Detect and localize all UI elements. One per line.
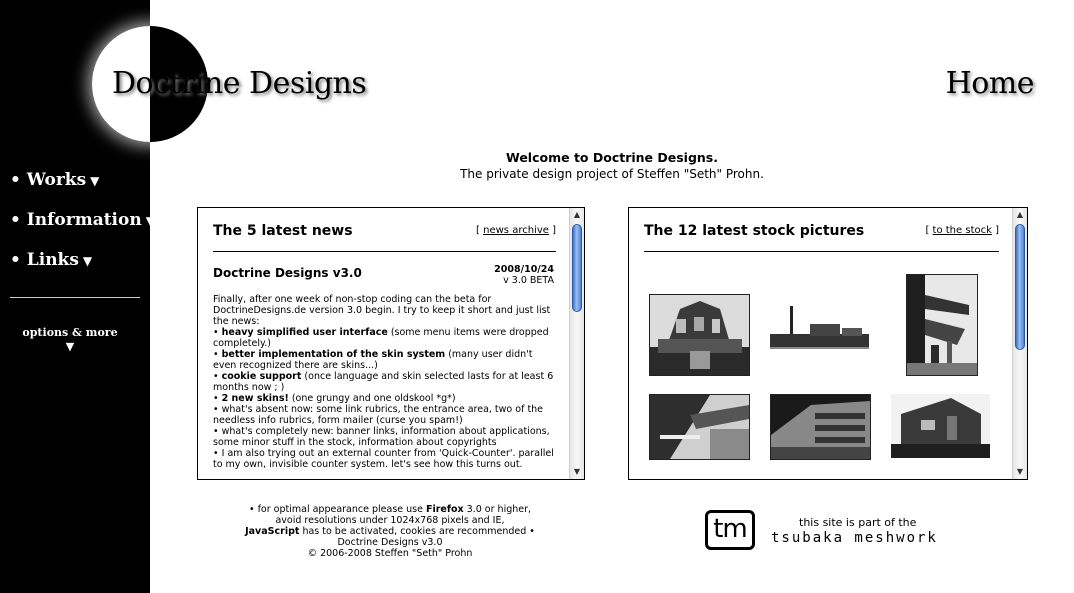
scroll-up-icon[interactable]: ▲	[573, 210, 581, 219]
welcome-message	[150, 150, 1074, 182]
stock-thumbnail-building[interactable]	[770, 394, 871, 460]
footer-line	[197, 504, 583, 515]
news-intro: Finally, after one week of non-stop coding can the beta for DoctrineDesigns.de version 3.0 begin. I try to keep it short and just list the news:	[213, 294, 551, 327]
site-title-part2: ns	[332, 66, 367, 101]
news-meta	[494, 264, 554, 286]
scrollbar-thumb[interactable]	[572, 224, 582, 312]
stock-thumbnail-machinery[interactable]	[891, 394, 990, 458]
footer-text: has to be activated, cookies are recommended •	[299, 526, 535, 537]
footer-firefox: Firefox	[425, 504, 464, 515]
partner-tagline: this site is part of the	[799, 516, 917, 529]
footer-copyright: © 2006-2008 Steffen "Seth" Prohn	[307, 548, 473, 559]
bullet: •	[213, 349, 222, 360]
news-header	[213, 223, 556, 252]
bullet: •	[213, 393, 222, 404]
stock-thumbnail-ruined-house[interactable]	[649, 294, 750, 376]
bracket-open: [	[925, 225, 933, 236]
partner-name: tsubaka meshwork	[771, 530, 938, 546]
news-item-text: what's completely new: banner links, information about applications, some minor stuff in the stock, information about copyrights	[213, 426, 550, 448]
nav-works-label: • Works	[10, 170, 87, 190]
bullet: •	[213, 448, 222, 459]
news-item	[213, 404, 558, 426]
news-headline: Doctrine Designs v3.0	[213, 266, 362, 280]
tm-logo-icon: tm	[705, 510, 755, 550]
news-item-bold: 2 new skins!	[221, 393, 289, 404]
news-item-text: I am also trying out an external counter from 'Quick-Counter'. parallel to my own, invisible counter system. let's see how this turns out.	[213, 448, 554, 470]
bullet: •	[213, 404, 222, 415]
news-version: v 3.0 BETA	[503, 275, 554, 286]
site-title[interactable]	[112, 66, 366, 101]
stock-header	[644, 223, 999, 252]
scroll-down-icon[interactable]: ▼	[1016, 467, 1024, 476]
news-item-bold: cookie support	[221, 371, 302, 382]
news-item	[213, 371, 558, 393]
stock-thumbnail-stairs[interactable]	[649, 394, 750, 460]
bullet: •	[213, 371, 222, 382]
footer-text: 3.0 or higher,	[463, 504, 532, 515]
news-scrollbar[interactable]	[569, 208, 584, 479]
options-more-button[interactable]	[0, 326, 140, 353]
news-panel	[197, 207, 585, 480]
stock-title: The 12 latest stock pictures	[644, 223, 865, 239]
nav-links[interactable]	[10, 250, 92, 270]
stock-scrollbar[interactable]	[1012, 208, 1027, 479]
news-item-text: (some menu items were dropped completely.)	[213, 327, 549, 349]
nav-works[interactable]	[10, 170, 99, 190]
site-title-part1: Doctrine Desig	[112, 66, 333, 101]
bracket-close: ]	[991, 225, 999, 236]
news-archive-link[interactable]: news archive	[483, 225, 549, 236]
news-item	[213, 349, 558, 371]
scrollbar-thumb[interactable]	[1015, 224, 1025, 350]
welcome-subtitle: The private design project of Steffen "Seth" Prohn.	[460, 167, 764, 181]
news-archive-link-wrap	[476, 225, 556, 236]
nav-divider	[10, 297, 140, 298]
footer-version: Doctrine Designs v3.0	[337, 537, 443, 548]
footer-javascript: JavaScript	[245, 526, 300, 537]
welcome-title: Welcome to Doctrine Designs.	[505, 150, 718, 165]
nav-information-label: • Information	[10, 210, 142, 230]
stock-thumbnail-factory[interactable]	[770, 304, 869, 349]
news-item	[213, 448, 558, 470]
news-item-text: (many user didn't even recognized there are skins...)	[213, 349, 533, 371]
stock-panel	[628, 207, 1028, 480]
stock-link-wrap	[925, 225, 999, 236]
news-date: 2008/10/24	[494, 264, 554, 275]
chevron-down-icon: ▼	[65, 340, 75, 353]
footer-note	[197, 504, 583, 559]
stock-thumbnail-structure[interactable]	[906, 274, 978, 376]
news-item-text: what's absent now: some link rubrics, the entrance area, two of the needless info rubrics, form mailer (curse you spam!)	[213, 404, 544, 426]
news-item	[213, 327, 558, 349]
bracket-open: [	[476, 225, 484, 236]
nav-information[interactable]	[10, 210, 155, 230]
footer-line: avoid resolutions under 1024x768 pixels and IE,	[275, 515, 505, 526]
chevron-down-icon: ▼	[90, 174, 100, 188]
nav-links-label: • Links	[10, 250, 79, 270]
news-title: The 5 latest news	[213, 223, 353, 239]
page-heading: Home	[945, 66, 1034, 101]
options-label: options & more	[22, 326, 118, 339]
news-item	[213, 426, 558, 448]
partner-banner[interactable]	[705, 509, 965, 555]
news-item-bold: better implementation of the skin system	[221, 349, 446, 360]
bullet: •	[213, 327, 222, 338]
news-item-bold: heavy simplified user interface	[221, 327, 388, 338]
bracket-close: ]	[548, 225, 556, 236]
chevron-down-icon: ▼	[145, 214, 155, 228]
footer-line	[197, 526, 583, 537]
news-item	[213, 393, 558, 404]
scroll-up-icon[interactable]: ▲	[1016, 210, 1024, 219]
news-item-text: (one grungy and one oldskool *g*)	[288, 393, 456, 404]
scroll-down-icon[interactable]: ▼	[573, 467, 581, 476]
news-item-text: (once language and skin selected lasts for at least 6 months now ; )	[213, 371, 554, 393]
stock-link[interactable]: to the stock	[932, 225, 992, 236]
footer-text: • for optimal appearance please use	[248, 504, 426, 515]
news-text	[213, 294, 558, 470]
bullet: •	[213, 426, 222, 437]
chevron-down-icon: ▼	[82, 254, 93, 268]
